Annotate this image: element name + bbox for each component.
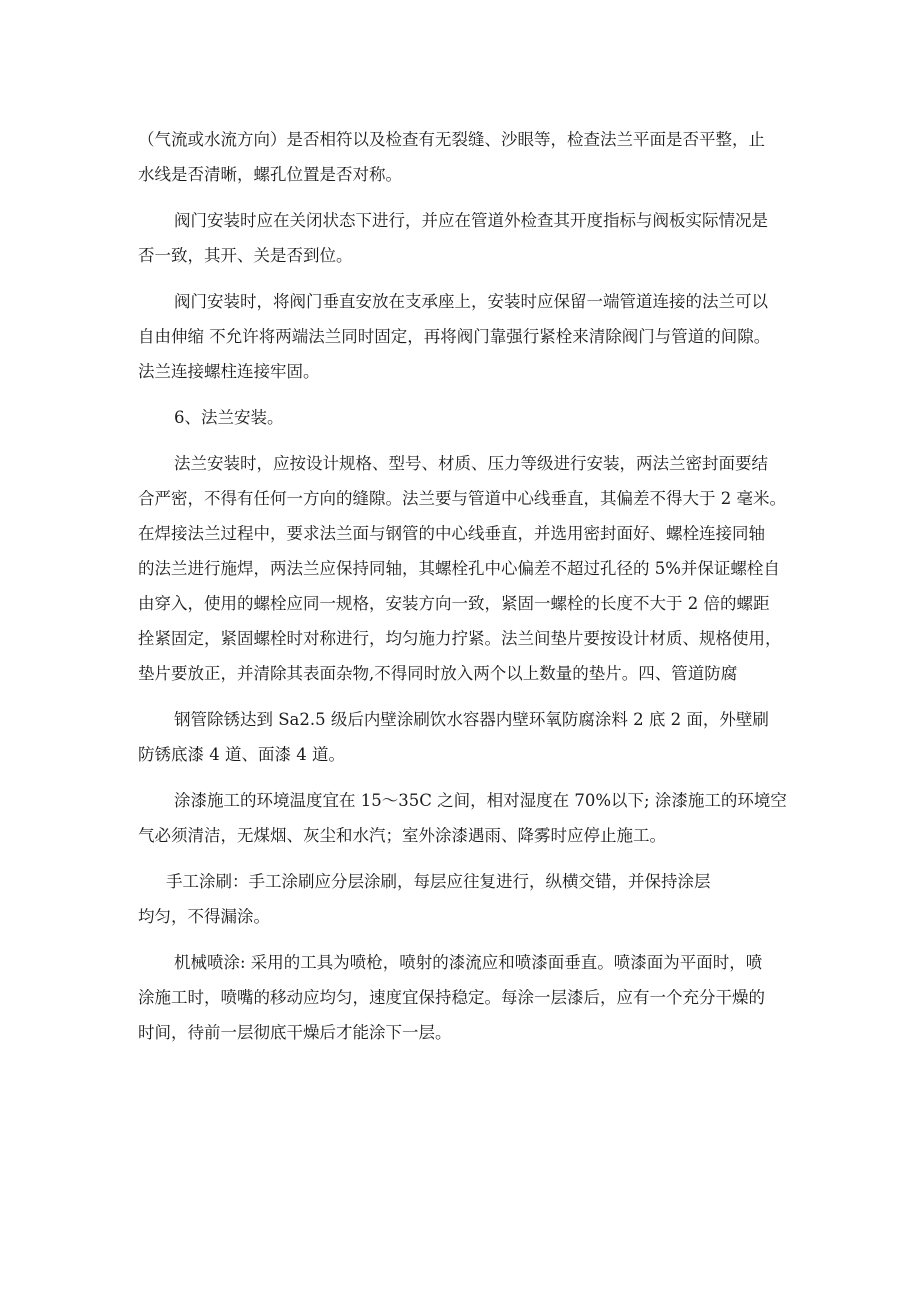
paragraph-valve-inspection — [138, 122, 788, 192]
paragraph-painting-environment — [138, 783, 788, 853]
text-line: 在焊接法兰过程中，要求法兰面与钢管的中心线垂直，并选用密封面好、螺栓连接同轴 — [138, 524, 765, 543]
text-line: 涂漆施工的环境温度宜在 15～35C 之间，相对湿度在 70%以下; 涂漆施工的环境空 — [174, 791, 787, 810]
text-line: 拴紧固定，紧固螺栓时对称进行，均匀施力拧紧。法兰间垫片要按设计材质、规格使用， — [138, 629, 782, 648]
text-line: 否一致，其开、关是否到位。 — [138, 246, 353, 265]
text-line: 合严密，不得有任何一方向的缝隙。法兰要与管道中心线垂直，其偏差不得大于 2 毫米。 — [138, 489, 786, 508]
text-line: 由穿入，使用的螺栓应同一规格，安装方向一致，紧固一螺栓的长度不大于 2 倍的螺距 — [138, 594, 770, 613]
paragraph-flange-install — [138, 446, 788, 691]
paragraph-manual-brushing — [138, 864, 788, 934]
section-heading-flange-install — [138, 400, 788, 435]
text-line: 防锈底漆 4 道、面漆 4 道。 — [138, 745, 345, 764]
text-line: 均匀，不得漏涂。 — [138, 907, 270, 926]
text-line: 法兰连接螺柱连接牢固。 — [138, 362, 320, 381]
text-line: 手工涂刷：手工涂刷应分层涂刷，每层应往复进行，纵横交错，并保持涂层 — [166, 872, 711, 891]
text-line: 垫片要放正，并清除其表面杂物,不得同时放入两个以上数量的垫片。四、管道防腐 — [138, 664, 738, 683]
paragraph-valve-vertical-install — [138, 284, 788, 389]
text-line: 阀门安装时，将阀门垂直安放在支承座上，安装时应保留一端管道连接的法兰可以 — [174, 292, 768, 311]
text-line: 法兰安装时，应按设计规格、型号、材质、压力等级进行安装，两法兰密封面要结 — [174, 454, 768, 473]
text-line: 的法兰进行施焊，两法兰应保持同轴，其螺栓孔中心偏差不超过孔径的 5%并保证螺栓自 — [138, 559, 780, 578]
document-body — [138, 122, 788, 1061]
text-line: 机械喷涂: 采用的工具为喷枪，喷射的漆流应和喷漆面垂直。喷漆面为平面时，喷 — [174, 953, 763, 972]
text-line: 水线是否清晰，螺孔位置是否对称。 — [138, 165, 402, 184]
text-line: 钢管除锈达到 Sa2.5 级后内壁涂刷饮水容器内壁环氧防腐涂料 2 底 2 面，外壁刷 — [174, 710, 769, 729]
text-line: 自由伸缩 不允许将两端法兰同时固定，再将阀门靠强行紧栓来清除阀门与管道的间隙。 — [138, 327, 771, 346]
text-line: 涂施工时，喷嘴的移动应均匀，速度宜保持稳定。每涂一层漆后，应有一个充分干燥的 — [138, 988, 765, 1007]
text-line: （气流或水流方向）是否相符以及检查有无裂缝、沙眼等，检查法兰平面是否平整，止 — [138, 130, 765, 149]
text-line: 气必须清洁，无煤烟、灰尘和水汽；室外涂漆遇雨、降雾时应停止施工。 — [138, 826, 666, 845]
text-line: 阀门安装时应在关闭状态下进行，并应在管道外检查其开度指标与阀板实际情况是 — [174, 211, 768, 230]
paragraph-valve-closed-install — [138, 203, 788, 273]
text-line: 6、法兰安装。 — [174, 408, 284, 427]
paragraph-pipe-rust-removal — [138, 702, 788, 772]
text-line: 时间，待前一层彻底干燥后才能涂下一层。 — [138, 1023, 452, 1042]
paragraph-machine-spraying — [138, 945, 788, 1050]
